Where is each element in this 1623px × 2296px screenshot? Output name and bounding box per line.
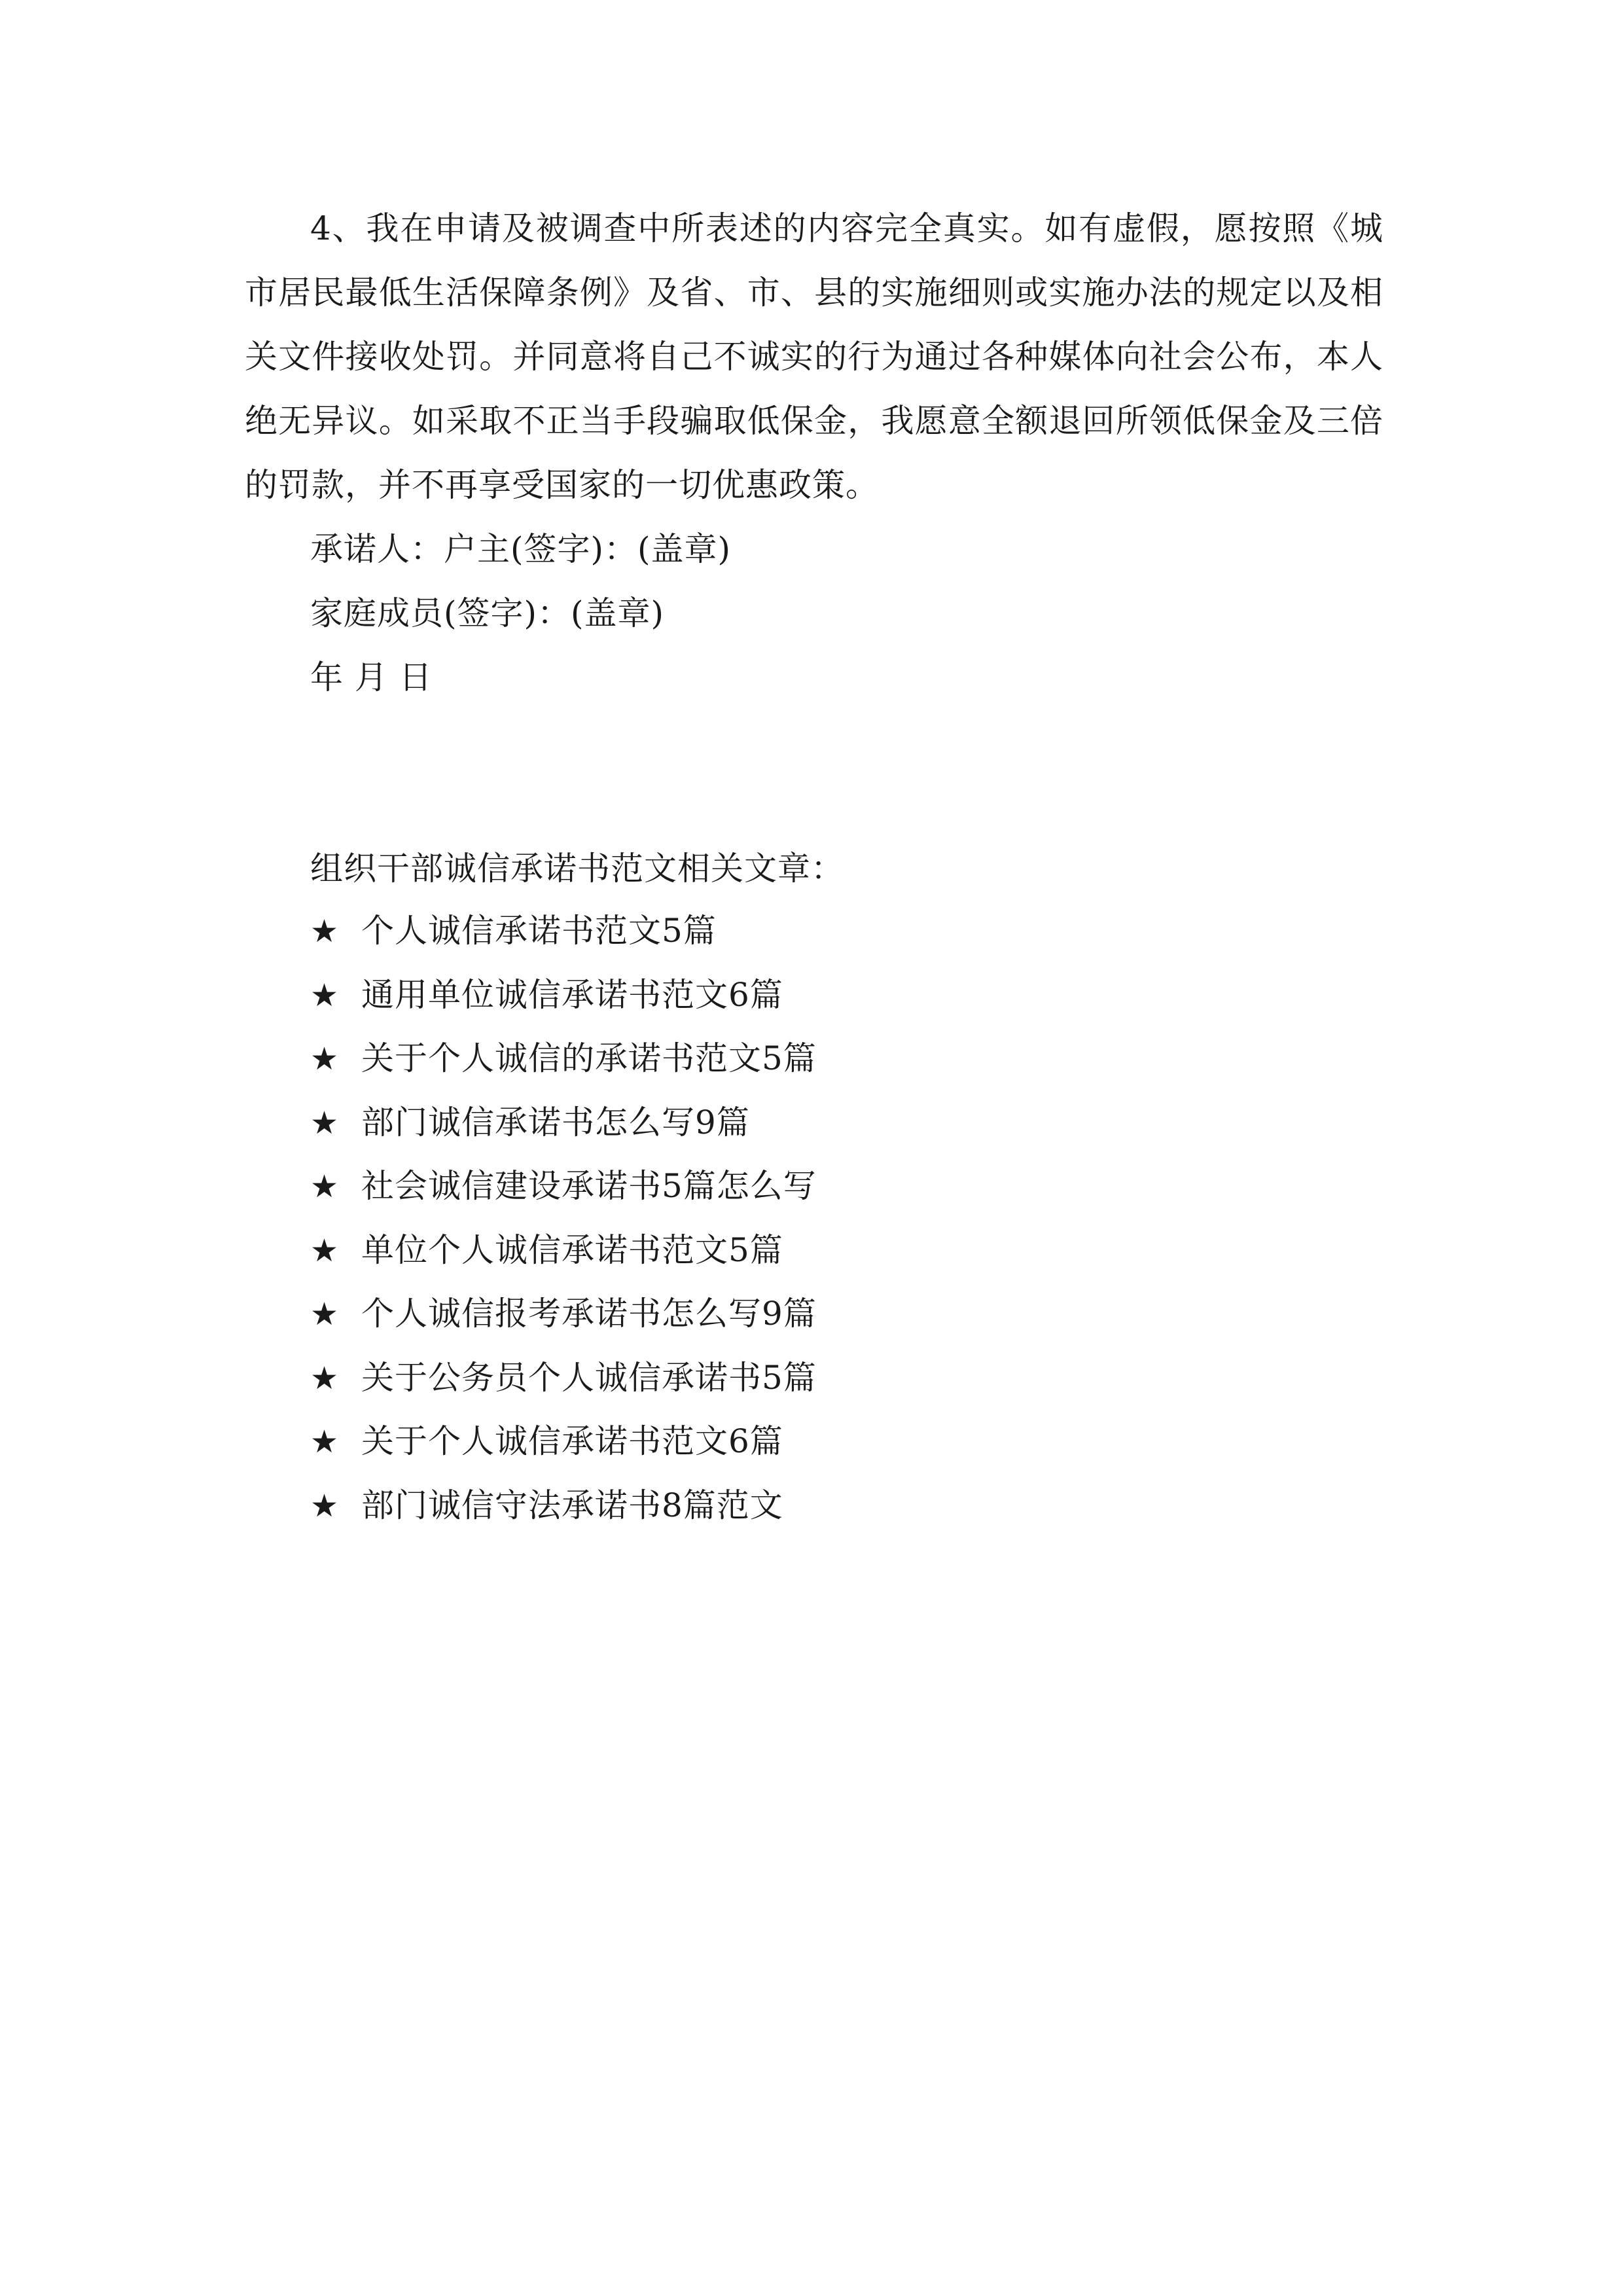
star-icon: ★: [310, 1296, 340, 1333]
related-article-link[interactable]: 个人诚信承诺书范文5篇: [361, 912, 717, 950]
star-icon: ★: [310, 913, 340, 950]
related-article-item[interactable]: [310, 1219, 817, 1283]
star-icon: ★: [310, 1168, 340, 1205]
related-article-link[interactable]: 关于个人诚信的承诺书范文5篇: [361, 1039, 817, 1077]
related-article-link[interactable]: 社会诚信建设承诺书5篇怎么写: [361, 1167, 817, 1205]
related-articles-heading: 组织干部诚信承诺书范文相关文章：: [310, 850, 844, 888]
related-article-item[interactable]: [310, 963, 817, 1028]
star-icon: ★: [310, 1487, 340, 1524]
related-article-link[interactable]: 关于个人诚信承诺书范文6篇: [361, 1422, 783, 1460]
related-article-item[interactable]: [310, 1282, 817, 1346]
star-icon: ★: [310, 1424, 340, 1460]
related-article-link[interactable]: 单位个人诚信承诺书范文5篇: [361, 1230, 783, 1269]
star-icon: ★: [310, 1232, 340, 1269]
related-article-item[interactable]: [310, 899, 817, 963]
star-icon: ★: [310, 1041, 340, 1077]
related-articles-list: [310, 899, 817, 1537]
related-article-item[interactable]: [310, 1027, 817, 1091]
related-article-link[interactable]: 通用单位诚信承诺书范文6篇: [361, 975, 783, 1014]
related-article-item[interactable]: [310, 1474, 817, 1538]
related-article-item[interactable]: [310, 1155, 817, 1219]
related-article-link[interactable]: 部门诚信守法承诺书8篇范文: [361, 1486, 783, 1524]
star-icon: ★: [310, 1104, 340, 1141]
related-article-link[interactable]: 个人诚信报考承诺书怎么写9篇: [361, 1295, 817, 1333]
related-article-link[interactable]: 关于公务员个人诚信承诺书5篇: [361, 1358, 817, 1397]
related-article-item[interactable]: [310, 1346, 817, 1410]
related-article-link[interactable]: 部门诚信承诺书怎么写9篇: [361, 1103, 750, 1141]
family-signature-line: 家庭成员(签字)：(盖章): [310, 594, 665, 632]
related-article-item[interactable]: [310, 1410, 817, 1474]
commitment-paragraph: 4、我在申请及被调查中所表述的内容完全真实。如有虚假，愿按照《城市居民最低生活保障条例》及省、市、县的实施细则或实施办法的规定以及相关文件接收处罚。并同意将自己不诚实的行为通过各种媒体向社会公布，本人绝无异议。如采取不正当手段骗取低保金，我愿意全额退回所领低保金及三倍的罚款，并不再享受国家的一切优惠政策。: [245, 209, 1383, 504]
star-icon: ★: [310, 977, 340, 1014]
related-article-item[interactable]: [310, 1091, 817, 1155]
promisor-signature-line: 承诺人：户主(签字)：(盖章): [310, 530, 732, 568]
star-icon: ★: [310, 1359, 340, 1397]
date-line: 年 月 日: [310, 658, 433, 696]
